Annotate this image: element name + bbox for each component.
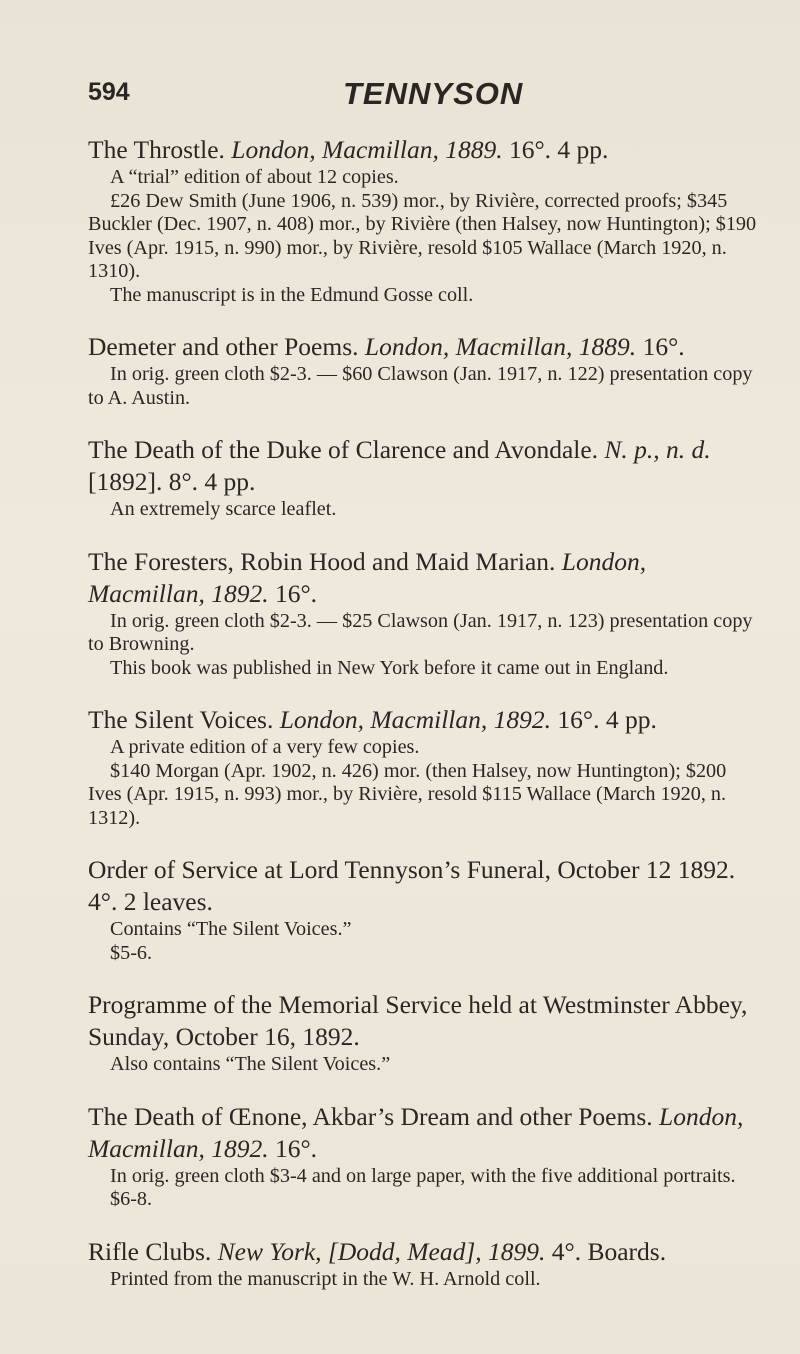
entry-note: $5-6. <box>110 941 153 964</box>
entry-title: The Death of the Duke of Clarence and Avondale. <box>88 435 599 464</box>
entry-note: $6-8. <box>110 1188 153 1210</box>
entry-note: The manuscript is in the Edmund Gosse coll. <box>110 283 474 306</box>
entry-heading <box>88 134 764 166</box>
entry-title: Rifle Clubs. <box>88 1236 212 1266</box>
entry-note: This book was published in New York before it came out in England. <box>110 656 669 679</box>
entry-foresters <box>88 546 764 681</box>
entry-note: An extremely scarce leaflet. <box>110 498 337 520</box>
entry-order-of-service <box>88 854 764 965</box>
running-title: TENNYSON <box>343 76 524 111</box>
entry-imprint: New York, [Dodd, Mead], 1899. <box>217 1236 546 1266</box>
entry-note: Printed from the manuscript in the W. H. Arnold coll. <box>110 1267 541 1290</box>
entry-heading <box>88 331 764 363</box>
entry-imprint: London, Macmillan, 1892. <box>88 546 647 608</box>
entry-note: Contains “The Silent Voices.” <box>110 918 352 940</box>
entry-heading <box>88 704 764 736</box>
entry-format: 16°. <box>274 578 318 608</box>
entry-imprint: London, Macmillan, 1892. <box>279 705 552 734</box>
entry-note: In orig. green cloth $2-3. — $60 Clawson (Jan. 1917, n. 122) presentation copy to A. Austin. <box>88 363 753 409</box>
entry-format: 16°. <box>274 1133 318 1163</box>
entry-format: 16°. <box>642 332 685 361</box>
entry-note: $140 Morgan (Apr. 1902, n. 426) mor. (then Halsey, now Huntington); $200 Ives (Apr. 1915, n. 993) mor., by Rivière, resold $115 Wallace (March 1920, n. 1312). <box>88 759 727 829</box>
entry-note: A “trial” edition of about 12 copies. <box>110 166 399 188</box>
entry-memorial-programme <box>88 989 764 1077</box>
entry-heading <box>88 1236 764 1268</box>
entry-heading <box>88 989 764 1053</box>
entry-note: Also contains “The Silent Voices.” <box>110 1053 391 1075</box>
entry-format: 16°. 4 pp. <box>557 705 657 734</box>
entry-heading <box>88 434 764 498</box>
entry-title: The Throstle. <box>88 135 225 164</box>
entry-title: The Silent Voices. <box>88 705 274 734</box>
entry-heading <box>88 546 764 610</box>
page-number: 594 <box>88 78 130 106</box>
entry-heading <box>88 1101 764 1165</box>
entry-rifle-clubs <box>88 1236 764 1292</box>
entry-imprint: London, Macmillan, 1889. <box>231 135 503 164</box>
catalogue-entries <box>88 134 764 1315</box>
entry-format: 16°. 4 pp. <box>508 135 609 164</box>
entry-note: In orig. green cloth $3-4 and on large paper, with the five additional portraits. <box>110 1164 736 1187</box>
entry-throstle <box>88 134 764 307</box>
entry-death-duke-clarence <box>88 434 764 522</box>
entry-format: 4°. Boards. <box>551 1236 667 1266</box>
entry-imprint: N. p., n. d. <box>604 435 711 464</box>
entry-demeter <box>88 331 764 410</box>
entry-title: The Death of Œnone, Akbar’s Dream and other Poems. <box>88 1101 653 1131</box>
entry-death-of-oenone <box>88 1101 764 1212</box>
entry-format: [1892]. 8°. 4 pp. <box>88 467 256 496</box>
entry-title: Order of Service at Lord Tennyson’s Funeral, October 12 1892. <box>88 855 736 884</box>
entry-format: 4°. 2 leaves. <box>88 887 213 916</box>
entry-note: In orig. green cloth $2-3. — $25 Clawson (Jan. 1917, n. 123) presentation copy to Browning. <box>88 609 753 655</box>
entry-imprint: London, Macmillan, 1889. <box>364 332 637 361</box>
entry-note: A private edition of a very few copies. <box>110 736 420 758</box>
entry-title: The Foresters, Robin Hood and Maid Marian. <box>88 546 556 576</box>
entry-imprint: London, Macmillan, 1892. <box>88 1101 744 1163</box>
entry-silent-voices <box>88 704 764 830</box>
entry-note: £26 Dew Smith (June 1906, n. 539) mor., by Rivière, corrected proofs; $345 Buckler (Dec. 1907, n. 408) mor., by Rivière (then Halsey, now Huntington); $190 Ives (Apr. 1915, n. 990) mor., by Rivière, resold $105 Wallace (March 1920, n. 1310). <box>88 189 757 282</box>
entry-title: Programme of the Memorial Service held at Westminster Abbey, Sunday, October 16, 1892. <box>88 990 748 1051</box>
page-header <box>88 78 760 118</box>
entry-title: Demeter and other Poems. <box>88 332 359 361</box>
entry-heading <box>88 854 764 918</box>
